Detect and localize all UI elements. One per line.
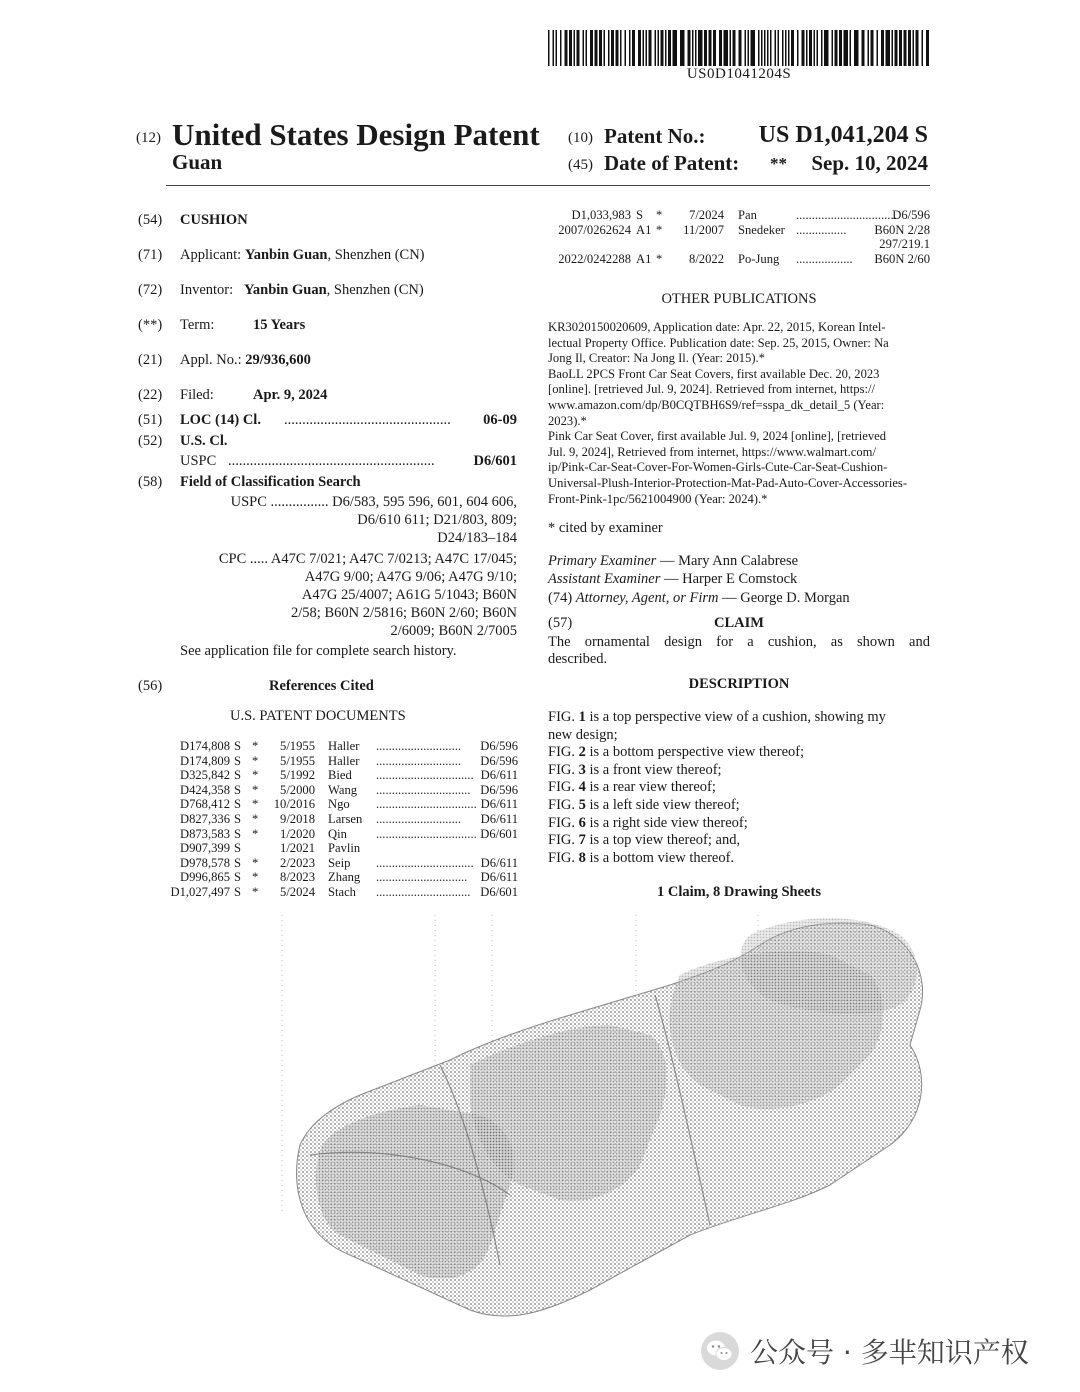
barcode-bar [868, 30, 870, 66]
reference-num: D424,358 [179, 782, 230, 797]
reference-date: 5/1955 [280, 753, 315, 768]
barcode-bar [895, 30, 898, 66]
description-list [548, 709, 930, 867]
reference-dots: ........................... [376, 753, 462, 768]
fig-number: 1 [578, 709, 586, 725]
fig-prefix: FIG. [548, 814, 579, 831]
field-line-8: 2/6009; B60N 2/7005 [390, 623, 517, 639]
barcode-bar [724, 30, 729, 66]
reference-dots: ........................... [376, 739, 462, 753]
barcode-bar [695, 30, 697, 66]
reference-dots: ............................. [376, 870, 468, 885]
barcode-bar [881, 30, 884, 66]
barcode-bar [871, 30, 874, 66]
barcode-bar [646, 30, 648, 66]
other-publications-text [548, 320, 930, 507]
reference-kind: S [234, 797, 242, 812]
fig-text: is a bottom perspective view thereof; [585, 744, 805, 761]
claim-label: CLAIM [714, 615, 764, 631]
barcode-bar [556, 30, 558, 66]
reference-cls: D6/596 [480, 782, 518, 797]
uspc-dots: ......................................................... [228, 453, 435, 469]
filed-label: Filed: [180, 387, 214, 403]
reference-dots: .............................. [376, 782, 471, 797]
barcode-bar [814, 30, 816, 66]
reference-date: 2/2023 [280, 855, 315, 870]
term-code: (**) [138, 317, 163, 333]
reference-kind: S [234, 782, 242, 797]
term-value: 15 Years [253, 317, 306, 333]
publication-line: Universal-Plush-Interior-Protection-Mat-Pad-Auto-Cover-Accessories- [548, 475, 908, 490]
fig-number: 5 [578, 796, 586, 813]
barcode-bar [913, 30, 915, 66]
barcode-bar [821, 30, 823, 66]
reference-star: * [252, 885, 259, 899]
publication-line: BaoLL 2PCS Front Car Seat Covers, first available Dec. 20, 2023 [548, 366, 880, 381]
claims-sheets-count: 1 Claim, 8 Drawing Sheets [657, 884, 821, 900]
reference-kind: S [234, 855, 242, 870]
reference-date: 8/2022 [689, 251, 724, 266]
barcode-bar [704, 30, 707, 66]
barcode-bar [908, 30, 911, 66]
barcode-bar [688, 30, 691, 66]
barcode-bar [835, 30, 838, 66]
reference-star: * [656, 222, 663, 237]
barcode-bar [590, 30, 593, 66]
barcode-bar [844, 30, 849, 66]
reference-kind: S [234, 826, 242, 841]
reference-cls: D6/611 [480, 768, 518, 783]
barcode-bar [569, 30, 572, 66]
fig-prefix: FIG. [548, 796, 579, 813]
inventor-code: (72) [138, 282, 163, 298]
reference-num: D325,842 [179, 768, 230, 783]
barcode-bar [553, 30, 555, 66]
barcode-bar [625, 30, 627, 66]
reference-num: D978,578 [179, 855, 230, 870]
reference-kind: S [636, 208, 644, 222]
reference-date: 1/2021 [280, 841, 315, 856]
claim-line-2: described. [548, 651, 608, 667]
document-type: United States Design Patent [172, 117, 540, 152]
barcode-bar [719, 30, 722, 66]
us-patent-documents-label: U.S. PATENT DOCUMENTS [230, 708, 406, 724]
barcode-number: US0D1041204S [686, 66, 792, 82]
reference-cls: D6/596 [480, 739, 518, 753]
reference-cls: 297/219.1 [879, 237, 930, 252]
publication-line: [online]. [retrieved Jul. 9, 2024]. Retrieved from internet, https:// [548, 382, 876, 397]
reference-date: 7/2024 [689, 208, 724, 222]
loc-label: LOC (14) Cl. [180, 412, 261, 428]
barcode-bar [661, 30, 664, 66]
fig-text: is a top view thereof; and, [585, 832, 741, 849]
reference-date: 9/2018 [280, 812, 315, 826]
applicant-code: (71) [138, 247, 163, 263]
date-of-patent-label: Date of Patent: [604, 151, 740, 175]
code-10: (10) [568, 130, 593, 146]
reference-num: D174,808 [179, 739, 230, 753]
barcode-bar [611, 30, 614, 66]
barcode-bar [599, 30, 602, 66]
barcode-bar [565, 30, 568, 66]
fig-prefix: FIG. [548, 744, 579, 761]
barcode-bar [886, 30, 891, 66]
fig-prefix: FIG. [548, 709, 579, 725]
reference-num: D768,412 [179, 797, 230, 812]
filed-value: Apr. 9, 2024 [253, 387, 328, 403]
reference-num: D996,865 [179, 870, 230, 885]
barcode-bar [854, 30, 859, 66]
fig-text: new design; [548, 726, 618, 743]
fig-number: 3 [578, 761, 586, 778]
description-item [548, 727, 930, 745]
us-cl-code: (52) [138, 433, 163, 449]
reference-dots: ................................ [796, 208, 897, 222]
barcode-bar [809, 30, 812, 66]
patent-number-label: Patent No.: [604, 124, 706, 148]
uspc-value: D6/601 [473, 453, 517, 469]
header-rule [166, 185, 930, 186]
reference-num: D827,336 [179, 812, 230, 826]
barcode-bar [643, 30, 645, 66]
reference-star: * [252, 782, 259, 797]
reference-star: * [252, 739, 259, 753]
barcode-bar [629, 30, 631, 66]
barcode-bar [877, 30, 879, 66]
reference-kind: S [234, 768, 242, 783]
fig-number: 8 [578, 849, 586, 866]
watermark [700, 1328, 1060, 1374]
fig-text: is a rear view thereof; [585, 779, 716, 796]
barcode-bar [668, 30, 671, 66]
barcode-bar [916, 30, 919, 66]
fig-number: 6 [578, 814, 586, 831]
barcode-bar [806, 30, 808, 66]
reference-star: * [252, 826, 259, 841]
barcode-bar [583, 30, 585, 66]
reference-name: Wang [328, 782, 358, 797]
inventor-surname: Guan [172, 150, 223, 174]
barcode-bar [638, 30, 641, 66]
description-item [548, 832, 930, 850]
barcode-bar [761, 30, 763, 66]
reference-star: * [252, 812, 259, 826]
code-12: (12) [136, 130, 161, 146]
primary-examiner: Primary Examiner — Mary Ann Calabrese [548, 553, 799, 569]
reference-kind: S [234, 870, 242, 885]
field-line-1: USPC ................ D6/583, 595 596, 601, 604 606, [230, 494, 517, 510]
reference-cls: B60N 2/60 [874, 251, 930, 266]
barcode-bar [680, 30, 685, 66]
loc-code: (51) [138, 412, 163, 428]
barcode-bar [709, 30, 712, 66]
inventor-line: Inventor: Yanbin Guan, Shenzhen (CN) [180, 282, 424, 298]
reference-date: 5/2000 [280, 782, 315, 797]
barcode-bar [770, 30, 772, 66]
reference-num: D174,809 [179, 753, 230, 768]
barcode-bar [620, 30, 622, 66]
barcode-bar [824, 30, 829, 66]
references-code: (56) [138, 678, 163, 694]
fig-prefix: FIG. [548, 779, 579, 796]
assistant-examiner: Assistant Examiner — Harper E Comstock [548, 571, 798, 587]
reference-kind: A1 [636, 251, 652, 266]
barcode-bar [758, 30, 760, 66]
barcode-bar [560, 30, 562, 66]
reference-cls: D6/611 [480, 870, 518, 885]
barcode-bar [839, 30, 842, 66]
reference-name: Bied [328, 768, 352, 783]
reference-star: * [656, 208, 663, 222]
attorney-line: (74) Attorney, Agent, or Firm — George D. Morgan [548, 590, 850, 606]
reference-name: Zhang [328, 870, 361, 885]
barcode-bar [595, 30, 598, 66]
reference-cls: D6/596 [480, 753, 518, 768]
reference-kind: S [234, 841, 242, 856]
cited-by-examiner: * cited by examiner [548, 520, 663, 536]
barcode-bar [899, 30, 902, 66]
barcode-bar [748, 30, 750, 66]
barcode-bar [577, 30, 580, 66]
barcode-bar [785, 30, 787, 66]
publication-line: Front-Pink-1pc/5621004900 (Year: 2024).* [548, 491, 768, 506]
field-line-7: 2/58; B60N 2/5816; B60N 2/60; B60N [291, 605, 517, 621]
description-item [548, 850, 930, 868]
description-item [548, 797, 930, 815]
fig-text: is a left side view thereof; [585, 796, 740, 813]
description-label: DESCRIPTION [688, 676, 790, 692]
fig-number: 2 [578, 744, 586, 761]
fig-text: is a front view thereof; [585, 761, 722, 778]
reference-kind: S [234, 812, 242, 826]
description-item [548, 744, 930, 762]
fig-prefix: FIG. [548, 849, 579, 866]
reference-name: Ngo [328, 797, 350, 812]
reference-star: * [252, 768, 259, 783]
barcode-bar [797, 30, 799, 66]
fig-text: is a right side view thereof; [585, 814, 748, 831]
reference-num: D1,033,983 [571, 208, 631, 222]
reference-star: * [252, 797, 259, 812]
cushion-drawing [270, 915, 930, 1330]
field-search-code: (58) [138, 474, 163, 490]
publication-line: ip/Pink-Car-Seat-Cover-For-Women-Girls-Cute-Car-Seat-Cushion- [548, 460, 888, 475]
reference-dots: ................................ [376, 797, 477, 812]
reference-date: 1/2020 [280, 826, 315, 841]
uspc-label: USPC [180, 453, 217, 469]
appl-code: (21) [138, 352, 163, 368]
design-title: CUSHION [180, 212, 248, 228]
reference-kind: S [234, 885, 242, 899]
field-search-label: Field of Classification Search [180, 474, 361, 490]
barcode-bar [862, 30, 865, 66]
barcode-bar [730, 30, 732, 66]
reference-date: 5/2024 [280, 885, 315, 899]
reference-name: Seip [328, 855, 351, 870]
reference-name: Pan [738, 208, 757, 222]
publication-line: Jul. 9, 2024], Retrieved from internet, https://www.walmart.com/ [548, 444, 876, 459]
reference-dots: ........................... [376, 812, 462, 826]
barcode-bar [791, 30, 794, 66]
field-line-3: D24/183–184 [437, 530, 517, 546]
other-publications-label: OTHER PUBLICATIONS [661, 291, 817, 307]
reference-dots: ................................ [376, 826, 477, 841]
publication-line: KR3020150020609, Application date: Apr. 22, 2015, Korean Intel- [548, 320, 886, 334]
reference-cls: D6/601 [480, 826, 518, 841]
barcode-bar [616, 30, 619, 66]
reference-star: * [656, 251, 663, 266]
reference-kind: A1 [636, 222, 652, 237]
barcode-bar [632, 30, 635, 66]
reference-cls: D6/596 [892, 208, 930, 222]
loc-dots: .............................................. [284, 412, 451, 428]
field-line-6: A47G 25/4007; A61G 5/1043; B60N [301, 587, 517, 603]
barcode-bar [586, 30, 588, 66]
reference-date: 5/1992 [280, 768, 315, 783]
reference-star: * [252, 870, 259, 885]
reference-cls: D6/611 [480, 855, 518, 870]
code-45: (45) [568, 157, 593, 173]
barcode-bar [739, 30, 742, 66]
barcode-bar [673, 30, 678, 66]
us-cl-label: U.S. Cl. [180, 433, 228, 449]
reference-name: Qin [328, 826, 347, 841]
appl-line: Appl. No.: 29/936,600 [180, 352, 311, 368]
reference-num: D907,399 [179, 841, 230, 856]
description-item [548, 779, 930, 797]
barcode-bar [802, 30, 805, 66]
barcode-bar [649, 30, 652, 66]
barcode-bar [767, 30, 769, 66]
barcode-bar [817, 30, 819, 66]
reference-num: 2007/0262624 [558, 222, 631, 237]
barcode-bar [574, 30, 576, 66]
field-line-5: A47G 9/00; A47G 9/06; A47G 9/10; [304, 569, 517, 585]
fig-number: 7 [578, 832, 586, 849]
reference-cls: D6/601 [480, 885, 518, 899]
wechat-icon [700, 1331, 740, 1371]
reference-name: Pavlin [328, 841, 361, 856]
reference-num: 2022/0242288 [558, 251, 631, 266]
applicant-line: Applicant: Yanbin Guan, Shenzhen (CN) [180, 247, 425, 263]
barcode-bar [850, 30, 852, 66]
barcode-bar [665, 30, 667, 66]
barcode-bar [692, 30, 694, 66]
description-item [548, 709, 930, 727]
claim-code: (57) [548, 615, 573, 631]
reference-num: D873,583 [179, 826, 230, 841]
reference-name: Po-Jung [738, 251, 780, 266]
fig-text: is a top perspective view of a cushion, showing my [585, 709, 886, 725]
reference-cls: B60N 2/28 [874, 222, 930, 237]
barcode-bar [548, 30, 550, 66]
reference-date: 10/2016 [273, 797, 315, 812]
publication-line: 2023).* [548, 413, 587, 428]
publication-line: Pink Car Seat Cover, first available Jul. 9, 2024 [online], [retrieved [548, 429, 887, 444]
reference-cls: D6/611 [480, 812, 518, 826]
patent-number: US D1,041,204 S [758, 122, 928, 148]
reference-name: Larsen [328, 812, 363, 826]
reference-dots: ............................... [376, 855, 474, 870]
description-item [548, 762, 930, 780]
reference-name: Snedeker [738, 222, 785, 237]
barcode-bar [655, 30, 657, 66]
barcode-bar [892, 30, 894, 66]
title-code: (54) [138, 212, 163, 228]
barcode-bar [788, 30, 790, 66]
publication-line: Jong Il, Creator: Na Jong Il. (Year: 2015).* [548, 351, 765, 366]
barcode-bar [926, 30, 929, 66]
reference-date: 11/2007 [683, 222, 724, 237]
reference-kind: S [234, 753, 242, 768]
reference-dots: .................. [796, 251, 853, 266]
barcode-bar [733, 30, 736, 66]
description-item [548, 815, 930, 833]
field-line-2: D6/610 611; D21/803, 809; [357, 512, 517, 528]
references-cited-label: References Cited [269, 678, 374, 694]
date-mark: ** [770, 154, 787, 173]
barcode-bar [751, 30, 756, 66]
barcode-bar [713, 30, 716, 66]
reference-name: Haller [328, 739, 360, 753]
fig-number: 4 [578, 779, 586, 796]
fig-prefix: FIG. [548, 832, 579, 849]
fig-text: is a bottom view thereof. [585, 849, 735, 866]
more-references-list [548, 208, 930, 272]
reference-name: Stach [328, 885, 356, 899]
barcode-bar [904, 30, 907, 66]
fig-prefix: FIG. [548, 761, 579, 778]
field-line-9: See application file for complete search history. [180, 643, 457, 659]
reference-cls: D6/611 [480, 797, 518, 812]
reference-dots: ............................... [376, 768, 474, 783]
barcode-bar [698, 30, 703, 66]
claim-line-1: The ornamental design for a cushion, as shown and [548, 634, 930, 650]
reference-date: 5/1955 [280, 739, 315, 753]
reference-kind: S [234, 739, 242, 753]
reference-name: Haller [328, 753, 360, 768]
reference-dots: .............................. [376, 885, 471, 899]
barcode-image [548, 30, 930, 66]
reference-num: D1,027,497 [170, 885, 230, 899]
date-of-patent: Sep. 10, 2024 [811, 151, 928, 175]
barcode-bar [608, 30, 610, 66]
publication-line: www.amazon.com/dp/B0CQTBH6S9/ref=sspa_dk_detail_5 (Year: [548, 397, 885, 412]
barcode-bar [604, 30, 606, 66]
term-label: Term: [180, 317, 215, 333]
reference-dots: ................ [796, 222, 847, 237]
barcode-bar [764, 30, 766, 66]
field-line-4: CPC ..... A47C 7/021; A47C 7/0213; A47C 17/045; [218, 551, 517, 567]
publication-line: lectual Property Office. Publication date: Sep. 25, 2015, Owner: Na [548, 335, 889, 350]
us-references-list [158, 739, 518, 904]
barcode-bar [922, 30, 924, 66]
barcode-bar [778, 30, 780, 66]
barcode-bar [745, 30, 747, 66]
barcode-bar [658, 30, 660, 66]
filed-code: (22) [138, 387, 163, 403]
barcode-bar [775, 30, 777, 66]
reference-date: 8/2023 [280, 870, 315, 885]
reference-star: * [252, 753, 259, 768]
barcode-bar [782, 30, 784, 66]
reference-star: * [252, 855, 259, 870]
loc-value: 06-09 [483, 412, 517, 428]
watermark-text: 公众号 · 多芈知识产权 [750, 1336, 1029, 1369]
barcode-bar [832, 30, 834, 66]
